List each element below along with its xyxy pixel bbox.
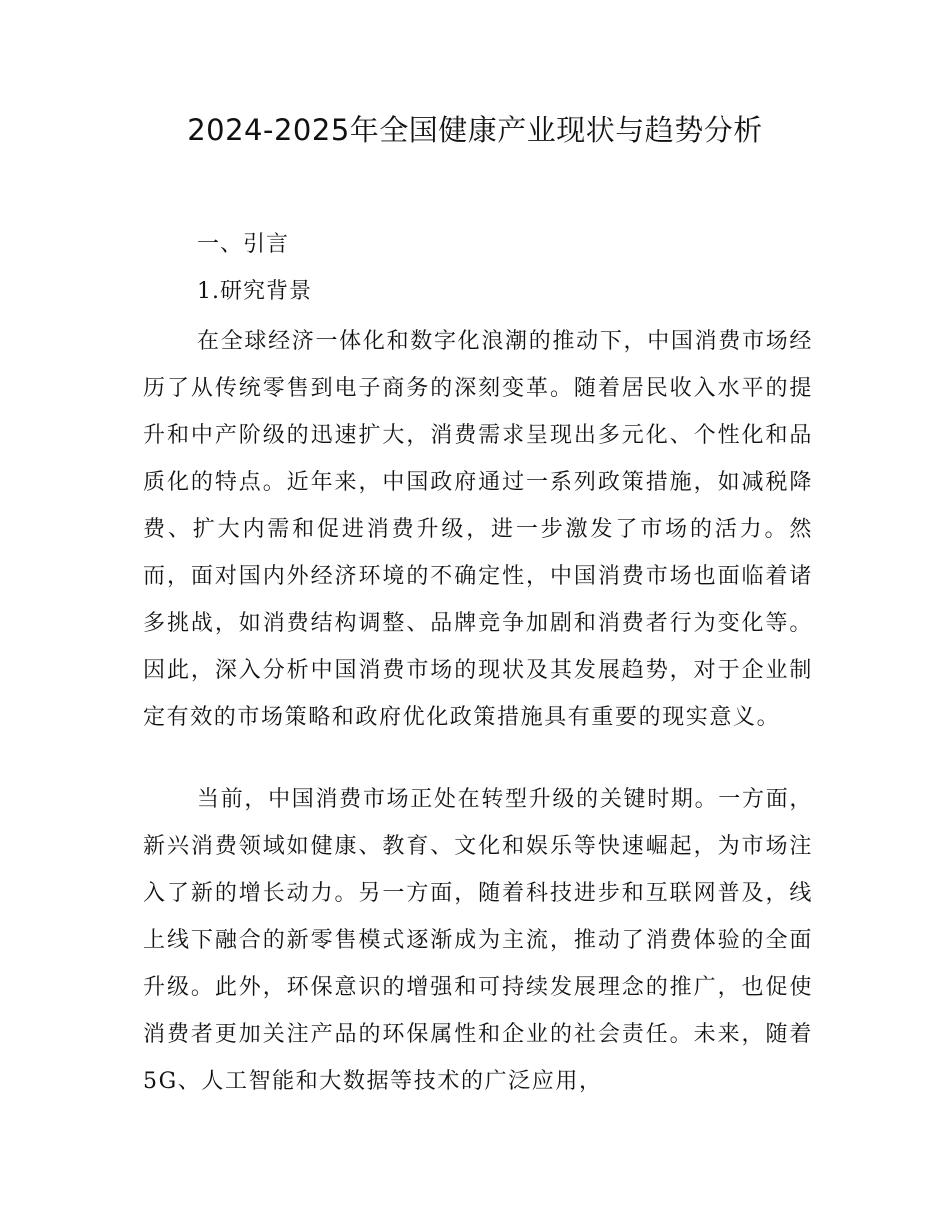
body-paragraph: 在全球经济一体化和数字化浪潮的推动下，中国消费市场经历了从传统零售到电子商务的深刻变革。随着居民收入水平的提升和中产阶级的迅速扩大，消费需求呈现出多元化、个性化和品质化的特点。近年来，中国政府通过一系列政策措施，如减税降费、扩大内需和促进消费升级，进一步激发了市场的活力。然而，面对国内外经济环境的不确定性，中国消费市场也面临着诸多挑战，如消费结构调整、品牌竞争加剧和消费者行为变化等。因此，深入分析中国消费市场的现状及其发展趋势，对于企业制定有效的市场策略和政府优化政策措施具有重要的现实意义。: [143, 329, 813, 730]
document-title: 2024-2025年全国健康产业现状与趋势分析: [187, 113, 763, 147]
section-heading: 一、引言: [197, 232, 290, 257]
body-paragraph: 当前，中国消费市场正处在转型升级的关键时期。一方面，新兴消费领域如健康、教育、文化和娱乐等快速崛起，为市场注入了新的增长动力。另一方面，随着科技进步和互联网普及，线上线下融合的新零售模式逐渐成为主流，推动了消费体验的全面升级。此外，环保意识的增强和可持续发展理念的推广，也促使消费者更加关注产品的环保属性和企业的社会责任。未来，随着5G、人工智能和大数据等技术的广泛应用，: [143, 787, 813, 1094]
subsection-heading: 1.研究背景: [197, 279, 312, 304]
